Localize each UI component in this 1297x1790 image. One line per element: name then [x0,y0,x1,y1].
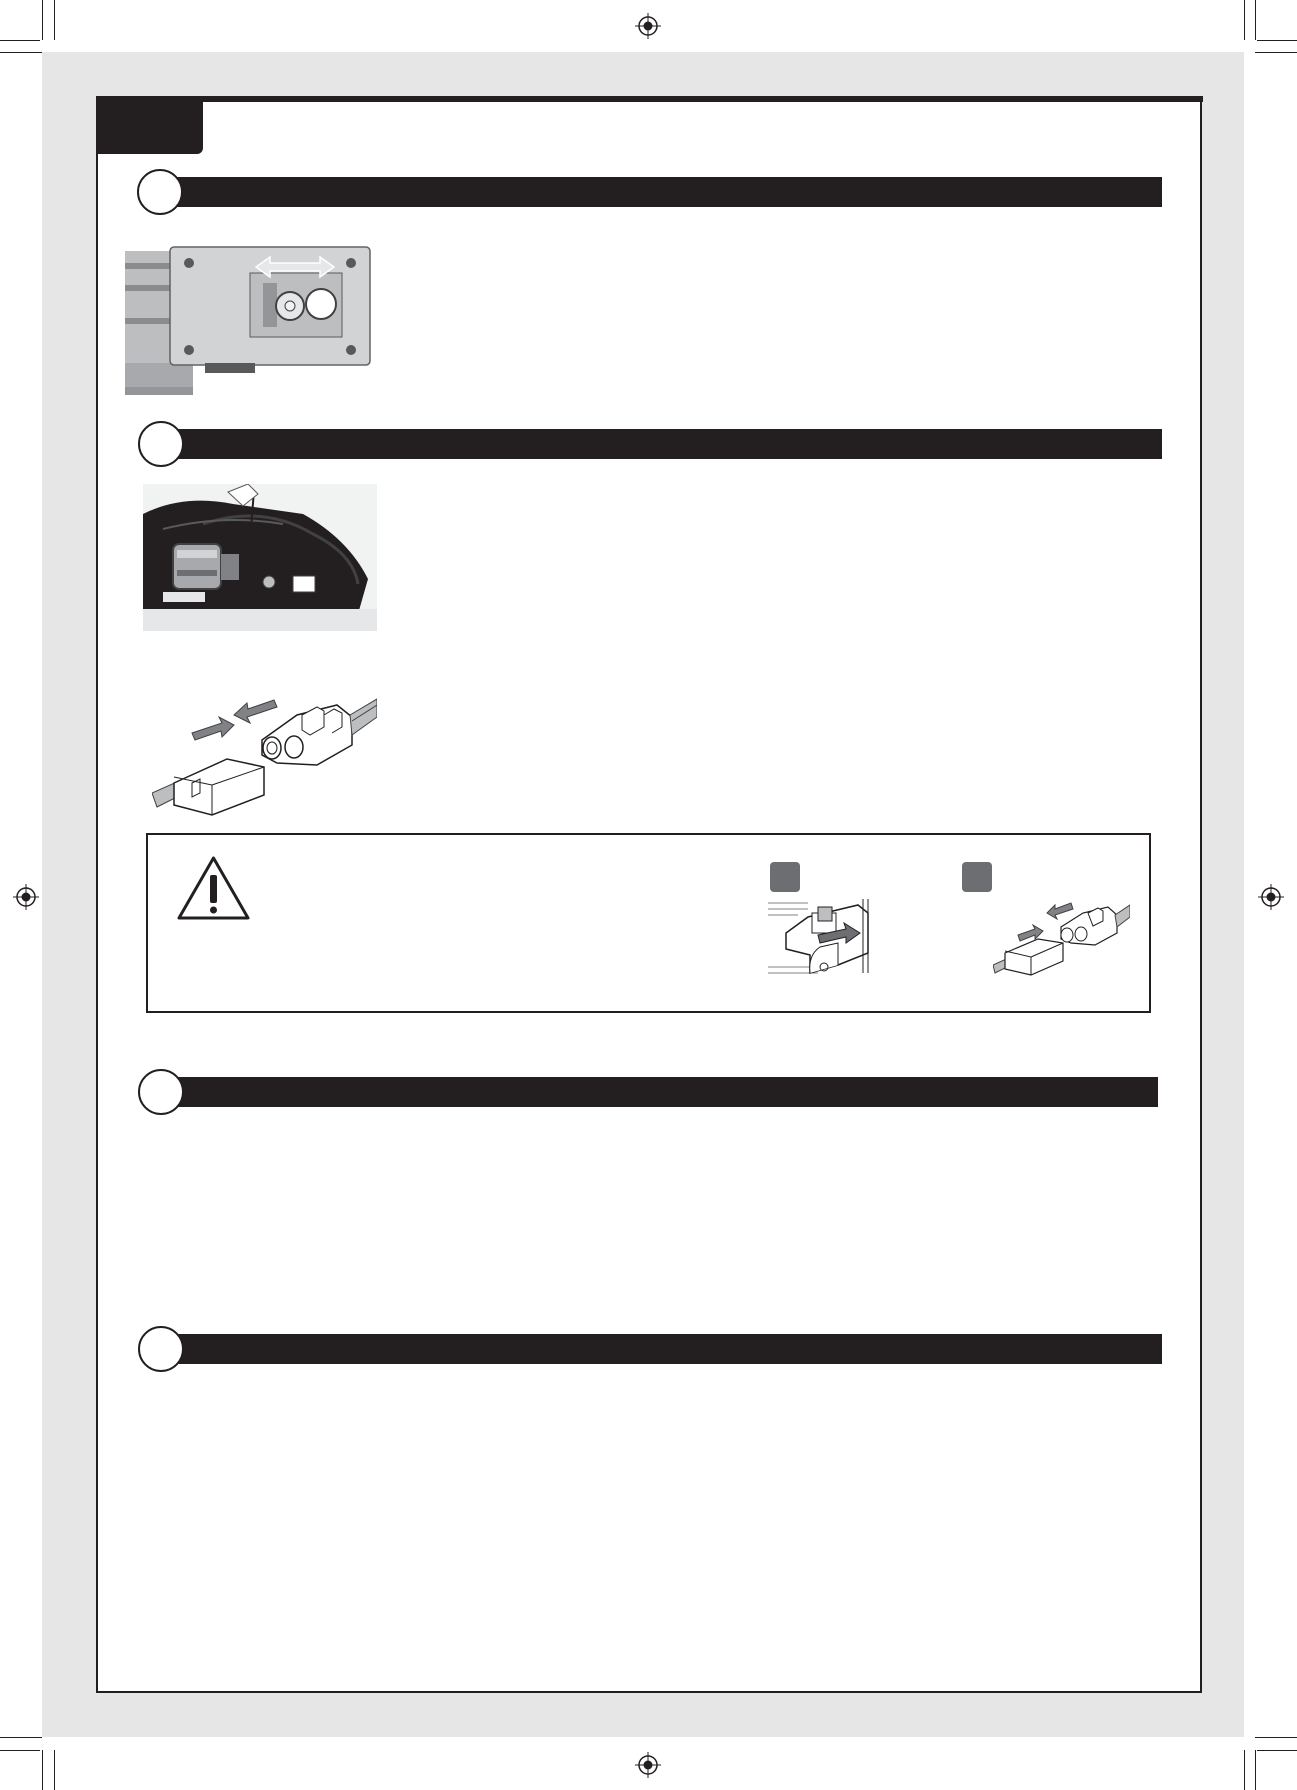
registration-mark-icon [1258,884,1284,910]
crop-mark [42,1750,43,1790]
switch-icon [768,895,873,985]
crop-mark [42,0,43,40]
crop-mark [54,1750,55,1790]
crop-mark [1244,0,1245,40]
crop-mark [1255,0,1256,40]
crop-mark [1257,1750,1297,1751]
crop-mark [1255,52,1297,53]
connector-icon [152,685,377,817]
registration-mark-icon [635,1752,661,1778]
crop-mark [1257,40,1297,41]
receiver-battery-figure [125,243,375,398]
crop-mark [0,52,42,53]
crop-mark [1244,1750,1245,1790]
section-header-2 [160,429,1162,459]
section-header-4 [160,1334,1162,1364]
registration-mark-icon [635,13,661,39]
page-tab [96,100,203,154]
step-badge-a [770,862,800,892]
section-number-1 [137,169,183,215]
section-number-2 [138,421,184,467]
crop-mark [0,1750,40,1751]
registration-mark-icon [13,884,39,910]
crop-mark [54,0,55,40]
section-number-3 [138,1069,184,1115]
section-header-1 [160,177,1162,207]
section-header-3 [160,1077,1158,1107]
connector-icon [993,895,1130,980]
crop-mark [0,40,40,41]
crop-mark [0,1737,42,1738]
crop-mark [1255,1737,1297,1738]
warning-triangle-icon [176,855,251,921]
section-number-4 [138,1326,184,1372]
motor-chassis-photo [143,484,377,631]
crop-mark [1255,1750,1256,1790]
top-rule [96,96,1203,102]
step-badge-b [962,862,992,892]
